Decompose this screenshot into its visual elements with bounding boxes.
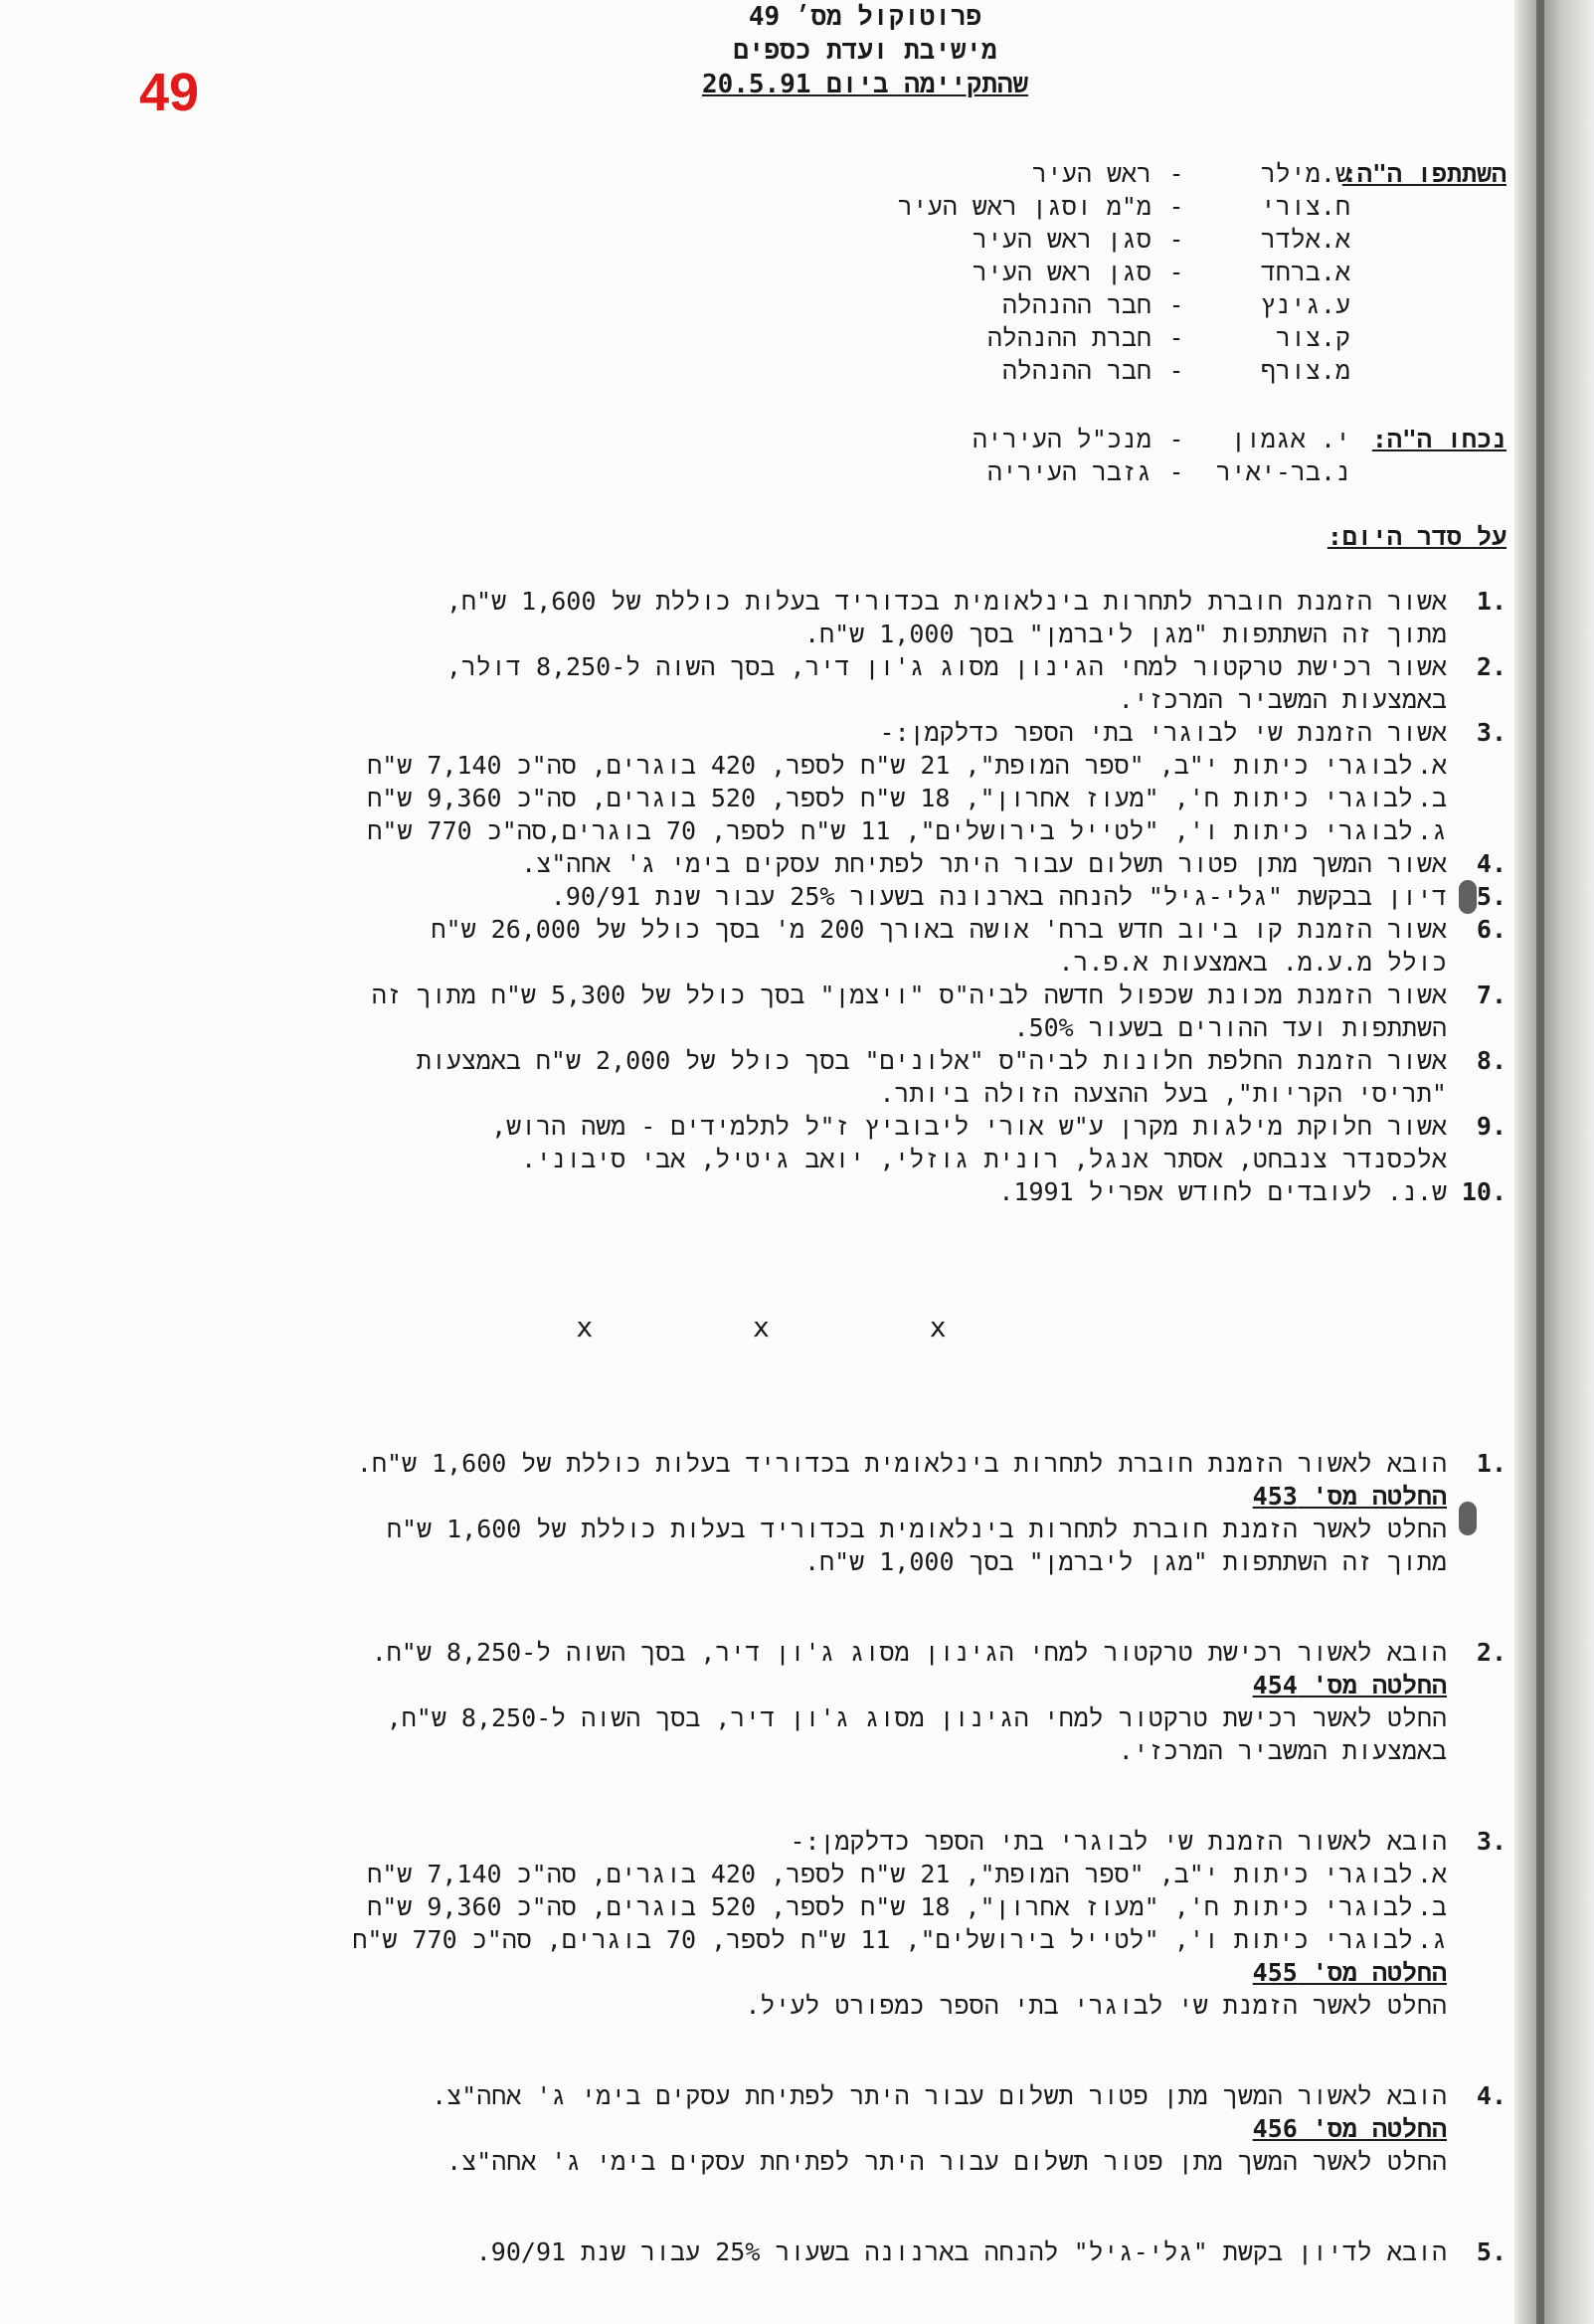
person-role: ראש העיר <box>1031 159 1151 188</box>
attendees-label: נכחו ה"ה: <box>1371 425 1506 453</box>
resolutions-list <box>224 1447 1506 2268</box>
agenda-item <box>224 650 1506 716</box>
dash-separator: - <box>1168 457 1184 486</box>
person-role: סגן ראש העיר <box>972 258 1151 286</box>
agenda-item-number: 6. <box>1476 915 1506 944</box>
resolution-body <box>224 1825 1447 2022</box>
resolution-item <box>224 2079 1506 2178</box>
text-line: הובא לאשור הזמנת שי לבוגרי בתי הספר כדלקמן:- <box>790 1827 1447 1856</box>
text-line: ש.נ. לעובדים לחודש אפריל 1991. <box>998 1177 1447 1206</box>
agenda-item-number: 8. <box>1476 1046 1506 1075</box>
resolution-number: 4. <box>1476 2081 1506 2110</box>
person-role: חבר ההנהלה <box>1001 356 1151 385</box>
text-line: אלכסנדר צנבחט, אסתר אנגל, רונית גוזלי, יואב גיטיל, אבי סיבוני. <box>521 1145 1447 1173</box>
sub-item-text: לבוגרי כיתות י"ב, "ספר המופת", 21 ש"ח לספר, 420 בוגרים, סה"כ 7,140 ש"ח <box>367 1860 1413 1888</box>
text-line: "תריסי הקריות", בעל ההצעה הזולה ביותר. <box>879 1079 1447 1108</box>
resolution-title: החלטה מס' 456 <box>1252 2114 1447 2143</box>
agenda-item-number: 4. <box>1476 849 1506 878</box>
agenda-item-body <box>224 585 1447 650</box>
sub-item <box>224 749 1447 782</box>
resolution-title: החלטה מס' 454 <box>1252 1671 1447 1699</box>
sub-item <box>224 782 1447 814</box>
resolution-item <box>224 1447 1506 1578</box>
document-header <box>656 0 1074 101</box>
agenda-list <box>224 585 1506 1208</box>
text-line: באמצעות המשביר המרכזי. <box>1118 685 1447 714</box>
resolution-number: 3. <box>1476 1827 1506 1856</box>
person-role: מ"מ וסגן ראש העיר <box>897 192 1151 221</box>
sub-item-text: לבוגרי כיתות ח', "מעוז אחרון", 18 ש"ח לספר, 520 בוגרים, סה"כ 9,360 ש"ח <box>367 784 1413 812</box>
scan-edge <box>1514 0 1594 2324</box>
sub-item <box>224 1923 1447 1956</box>
text-line: מתוך זה השתתפות "מגן ליברמן" בסך 1,000 ש"ח. <box>804 1547 1447 1576</box>
dash-separator: - <box>1168 356 1184 385</box>
agenda-item-body <box>224 979 1447 1044</box>
text-line: אשור הזמנת קו ביוב חדש ברח' אושה באורך 200 מ' בסך כולל של 26,000 ש"ח <box>431 915 1447 944</box>
participants-list <box>898 157 1350 387</box>
agenda-item-number: 9. <box>1476 1112 1506 1141</box>
agenda-label: על סדר היום: <box>1327 522 1506 551</box>
resolution-spacer <box>224 2022 1506 2079</box>
dash-separator: - <box>1168 290 1184 319</box>
person-name: ע.גינץ <box>1260 290 1350 319</box>
person-role: גזבר העיריה <box>986 457 1151 486</box>
text-line: הובא לאשור המשך מתן פטור תשלום עבור היתר לפתיחת עסקים בימי ג' אחה"צ. <box>432 2081 1447 2110</box>
agenda-item-number: 1. <box>1476 587 1506 616</box>
agenda-item-number: 7. <box>1476 981 1506 1009</box>
roster-row <box>898 157 1350 190</box>
resolution-number: 5. <box>1476 2237 1506 2266</box>
agenda-item-body <box>224 716 1447 847</box>
resolution-spacer <box>224 1767 1506 1825</box>
roster-row <box>973 455 1350 488</box>
person-name: ח.צורי <box>1260 192 1350 221</box>
roster-row <box>898 321 1350 354</box>
text-line: הובא לאשור הזמנת חוברת לתחרות בינלאומית בכדוריד בעלות כוללת של 1,600 ש"ח. <box>356 1449 1447 1478</box>
resolution-body <box>224 1447 1447 1578</box>
person-role: חבר ההנהלה <box>1001 290 1151 319</box>
agenda-item <box>224 880 1506 913</box>
person-name: י. אגמון <box>1230 425 1350 453</box>
text-line: אשור חלוקת מילגות מקרן ע"ש אורי ליבוביץ ז"ל לתלמידים - משה הרוש, <box>491 1112 1447 1141</box>
text-line: מתוך זה השתתפות "מגן ליברמן" בסך 1,000 ש"ח. <box>804 620 1447 648</box>
text-line: החלט לאשר רכישת טרקטור למחי הגינון מסוג ג'ון דיר, בסך השוה ל-8,250 ש"ח, <box>386 1703 1447 1732</box>
agenda-item <box>224 716 1506 847</box>
agenda-item <box>224 1175 1506 1208</box>
header-committee: מישיבת ועדת כספים <box>733 36 997 66</box>
agenda-item-body <box>224 1110 1447 1175</box>
resolution-item <box>224 1636 1506 1767</box>
agenda-item <box>224 979 1506 1044</box>
text-line: החלט לאשר הזמנת שי לבוגרי בתי הספר כמפורט לעיל. <box>745 1991 1447 2020</box>
text-line: אשור הזמנת החלפת חלונות לביה"ס "אלונים" בסך כולל של 2,000 ש"ח באמצעות <box>416 1046 1447 1075</box>
agenda-item-body <box>224 1175 1447 1208</box>
person-name: א.ברחד <box>1260 258 1350 286</box>
roster-row <box>898 190 1350 223</box>
roster-row <box>898 256 1350 288</box>
person-name: נ.בר-יאיר <box>1215 457 1350 486</box>
resolution-title-line <box>224 1480 1447 1513</box>
dash-separator: - <box>1168 425 1184 453</box>
sub-item <box>224 1890 1447 1923</box>
text-line: אשור הזמנת מכונת שכפול חדשה לביה"ס "ויצמן" בסך כולל של 5,300 ש"ח מתוך זה <box>371 981 1447 1009</box>
text-line: אשור הזמנת חוברת לתחרות בינלאומית בכדוריד בעלות כוללת של 1,600 ש"ח, <box>445 587 1447 616</box>
text-line: אשור הזמנת שי לבוגרי בתי הספר כדלקמן:- <box>879 718 1447 747</box>
resolution-spacer <box>224 2178 1506 2235</box>
roster-row <box>898 223 1350 256</box>
dash-separator: - <box>1168 258 1184 286</box>
sub-item <box>224 814 1447 847</box>
roster-row <box>898 354 1350 387</box>
agenda-item-number: 2. <box>1476 652 1506 681</box>
resolution-spacer <box>224 1578 1506 1636</box>
agenda-item-body <box>224 847 1447 880</box>
header-date: שהתקיימה ביום 20.5.91 <box>701 70 1029 99</box>
text-line: החלט לאשר המשך מתן פטור תשלום עבור היתר לפתיחת עסקים בימי ג' אחה"צ. <box>446 2147 1447 2176</box>
agenda-item-number: 5. <box>1476 882 1506 911</box>
dash-separator: - <box>1168 159 1184 188</box>
resolution-title: החלטה מס' 453 <box>1252 1482 1447 1511</box>
section-separator: x x x <box>576 1311 1018 1343</box>
agenda-item <box>224 847 1506 880</box>
agenda-item <box>224 913 1506 979</box>
person-name: ש.מילר <box>1260 159 1350 188</box>
resolution-body <box>224 2079 1447 2178</box>
text-line: החלט לאשר הזמנת חוברת לתחרות בינלאומית בכדוריד בעלות כוללת של 1,600 ש"ח <box>386 1515 1447 1543</box>
person-role: חברת ההנהלה <box>986 323 1151 352</box>
sub-item-letter: א. <box>1416 1860 1447 1888</box>
resolution-number: 1. <box>1476 1449 1506 1478</box>
dash-separator: - <box>1168 192 1184 221</box>
roster-row <box>973 423 1350 455</box>
resolution-title: החלטה מס' 455 <box>1252 1958 1447 1987</box>
resolution-title-line <box>224 2112 1447 2145</box>
sub-item-text: לבוגרי כיתות ח', "מעוז אחרון", 18 ש"ח לספר, 520 בוגרים, סה"כ 9,360 ש"ח <box>367 1892 1413 1921</box>
dash-separator: - <box>1168 225 1184 254</box>
text-line: הובא לאשור רכישת טרקטור למחי הגינון מסוג ג'ון דיר, בסך השוה ל-8,250 ש"ח. <box>371 1638 1447 1667</box>
agenda-item-number: 3. <box>1476 718 1506 747</box>
person-name: מ.צורף <box>1260 356 1350 385</box>
text-line: כולל מ.ע.מ. באמצעות א.פ.ר. <box>1058 948 1447 977</box>
sub-item-text: לבוגרי כיתות י"ב, "ספר המופת", 21 ש"ח לספר, 420 בוגרים, סה"כ 7,140 ש"ח <box>367 751 1413 780</box>
text-line: אשור המשך מתן פטור תשלום עבור היתר לפתיחת עסקים בימי ג' אחה"צ. <box>521 849 1447 878</box>
text-line: אשור רכישת טרקטור למחי הגינון מסוג ג'ון דיר, בסך השוה ל-8,250 דולר, <box>445 652 1447 681</box>
sub-item <box>224 1858 1447 1890</box>
person-name: ק.צור <box>1275 323 1350 352</box>
resolution-item <box>224 1825 1506 2022</box>
agenda-item-body <box>224 913 1447 979</box>
person-role: מנכ"ל העיריה <box>972 425 1151 453</box>
agenda-item-number: 10. <box>1461 1177 1506 1206</box>
agenda-item <box>224 1110 1506 1175</box>
sub-item-letter: א. <box>1416 751 1447 780</box>
text-line: דיון בבקשת "גלי-גיל" להנחה בארנונה בשעור 25% עבור שנת 90/91. <box>550 882 1447 911</box>
page-number: 49 <box>139 63 200 122</box>
resolution-body <box>224 2235 1447 2268</box>
sub-item-letter: ג. <box>1416 816 1447 845</box>
sub-item-letter: ב. <box>1416 1892 1447 1921</box>
header-protocol-number: פרוטוקול מס׳ 49 <box>748 2 982 32</box>
resolution-title-line <box>224 1956 1447 1989</box>
sub-item-text: לבוגרי כיתות ו', "לטייל בירושלים", 11 ש"ח לספר, 70 בוגרים,סה"כ 770 ש"ח <box>367 816 1413 845</box>
dash-separator: - <box>1168 323 1184 352</box>
person-name: א.אלדר <box>1260 225 1350 254</box>
agenda-item-body <box>224 650 1447 716</box>
roster-row <box>898 288 1350 321</box>
text-line: באמצעות המשביר המרכזי. <box>1118 1736 1447 1765</box>
participants-label: השתתפו ה"ה: <box>1341 159 1506 188</box>
sub-item-letter: ב. <box>1416 784 1447 812</box>
sub-item-text: לבוגרי כיתות ו', "לטייל בירושלים", 11 ש"ח לספר, 70 בוגרים, סה"כ 770 ש"ח <box>352 1925 1413 1954</box>
sub-item-letter: ג. <box>1416 1925 1447 1954</box>
resolution-item <box>224 2235 1506 2268</box>
resolution-title-line <box>224 1669 1447 1701</box>
resolution-body <box>224 1636 1447 1767</box>
agenda-item-body <box>224 880 1447 913</box>
text-line: הובא לדיון בקשת "גלי-גיל" להנחה בארנונה בשעור 25% עבור שנת 90/91. <box>475 2237 1447 2266</box>
agenda-item-body <box>224 1044 1447 1110</box>
agenda-item <box>224 1044 1506 1110</box>
text-line: השתתפות ועד ההורים בשעור 50%. <box>1013 1013 1447 1042</box>
person-role: סגן ראש העיר <box>972 225 1151 254</box>
resolution-number: 2. <box>1476 1638 1506 1667</box>
attendees-list <box>973 423 1350 488</box>
agenda-item <box>224 585 1506 650</box>
